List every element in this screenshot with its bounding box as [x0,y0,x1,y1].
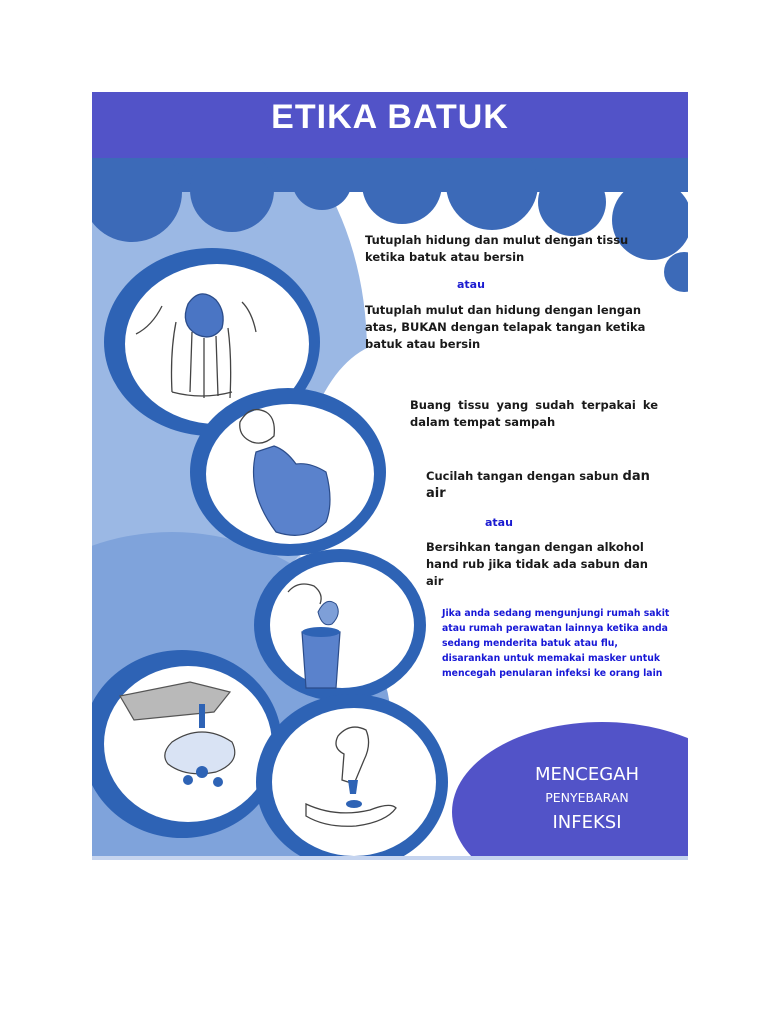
instruction-cover-arm: Tutuplah mulut dan hidung dengan lengan atas, BUKAN dengan telapak tangan ketika batuk atau bersin [365,303,646,351]
bottom-strip [92,856,688,860]
circle-arm-cough [190,388,386,556]
or-label-1: atau [457,278,485,291]
wash-hands-prefix: Cucilah tangan dengan sabun [426,469,623,483]
badge-line-3: INFEKSI [552,812,622,833]
poster-title: ETIKA BATUK [271,98,509,136]
instruction-wash-hands [426,468,666,502]
instruction-cover-tissue: Tutuplah hidung dan mulut dengan tissu ketika batuk atau bersin [365,233,629,264]
poster [92,92,688,860]
badge-line-2: PENYEBARAN [545,790,629,805]
visitor-note: Jika anda sedang mengunjungi rumah sakit atau rumah perawatan lainnya ketika anda sedang menderita batuk atau flu, disarankan untuk memakai masker untuk mencegah penularan infeksi ke orang lain [442,608,670,679]
badge-line-1: MENCEGAH [534,764,640,785]
circle-trash [254,549,426,701]
instruction-hand-rub: Bersihkan tangan dengan alkohol hand rub jika tidak ada sabun dan air [426,540,648,588]
or-label-2: atau [485,516,513,529]
wash-hands-suffix: dan air [426,469,650,501]
instruction-dispose-tissue: Buang tissu yang sudah terpakai ke dalam tempat sampah [410,398,658,429]
